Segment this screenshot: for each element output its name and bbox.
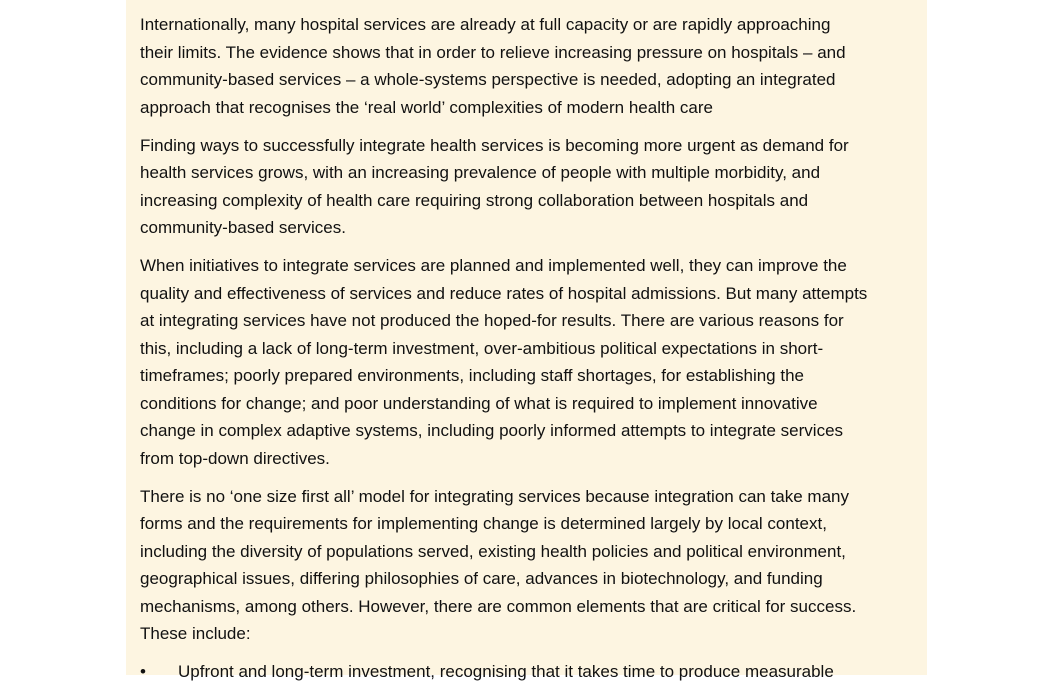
text-line: When initiatives to integrate services are planned and implemented well, they can improve the: [140, 256, 847, 275]
text-line: These include:: [140, 624, 251, 643]
text-line: approach that recognises the ‘real world’ complexities of modern health care: [140, 97, 713, 117]
text-line: timeframes; poorly prepared environments, including staff shortages, for establishing the: [140, 366, 804, 385]
text-line: forms and the requirements for implementing change is determined largely by local context,: [140, 514, 827, 533]
text-line: at integrating services have not produced the hoped-for results. There are various reasons for: [140, 311, 844, 330]
bullet-text: Upfront and long-term investment, recognising that it takes time to produce measurable: [178, 662, 834, 681]
text-line: There is no ‘one size first all’ model for integrating services because integration can take many: [140, 486, 850, 506]
paragraph: [140, 132, 930, 242]
text-line: change in complex adaptive systems, including poorly informed attempts to integrate services: [140, 421, 844, 440]
text-line: community-based services – a whole-systems perspective is needed, adopting an integrated: [140, 70, 836, 89]
document-body: [140, 11, 930, 686]
text-line: increasing complexity of health care requiring strong collaboration between hospitals and: [140, 190, 809, 210]
paragraph: [140, 252, 930, 472]
text-line: mechanisms, among others. However, there are common elements that are critical for success.: [140, 596, 857, 616]
paragraph: [140, 11, 930, 121]
text-line: Finding ways to successfully integrate health services is becoming more urgent as demand for: [140, 135, 849, 155]
text-line: this, including a lack of long-term investment, over-ambitious political expectations in short-: [140, 338, 824, 358]
text-line: including the diversity of populations served, existing health policies and political environment,: [140, 541, 846, 561]
text-line: community-based services.: [140, 218, 346, 237]
text-line: their limits. The evidence shows that in order to relieve increasing pressure on hospitals – and: [140, 42, 846, 62]
text-line: Internationally, many hospital services are already at full capacity or are rapidly approaching: [140, 15, 831, 34]
text-line: health services grows, with an increasing prevalence of people with multiple morbidity, and: [140, 163, 821, 182]
bullet-marker: •: [140, 662, 146, 681]
text-line: from top-down directives.: [140, 448, 330, 468]
text-line: quality and effectiveness of services and reduce rates of hospital admissions. But many attempts: [140, 283, 868, 303]
bullet-item: [140, 658, 930, 686]
paragraph: [140, 483, 930, 648]
text-line: geographical issues, differing philosophies of care, advances in biotechnology, and funding: [140, 569, 823, 588]
text-line: conditions for change; and poor understanding of what is required to implement innovative: [140, 393, 818, 413]
